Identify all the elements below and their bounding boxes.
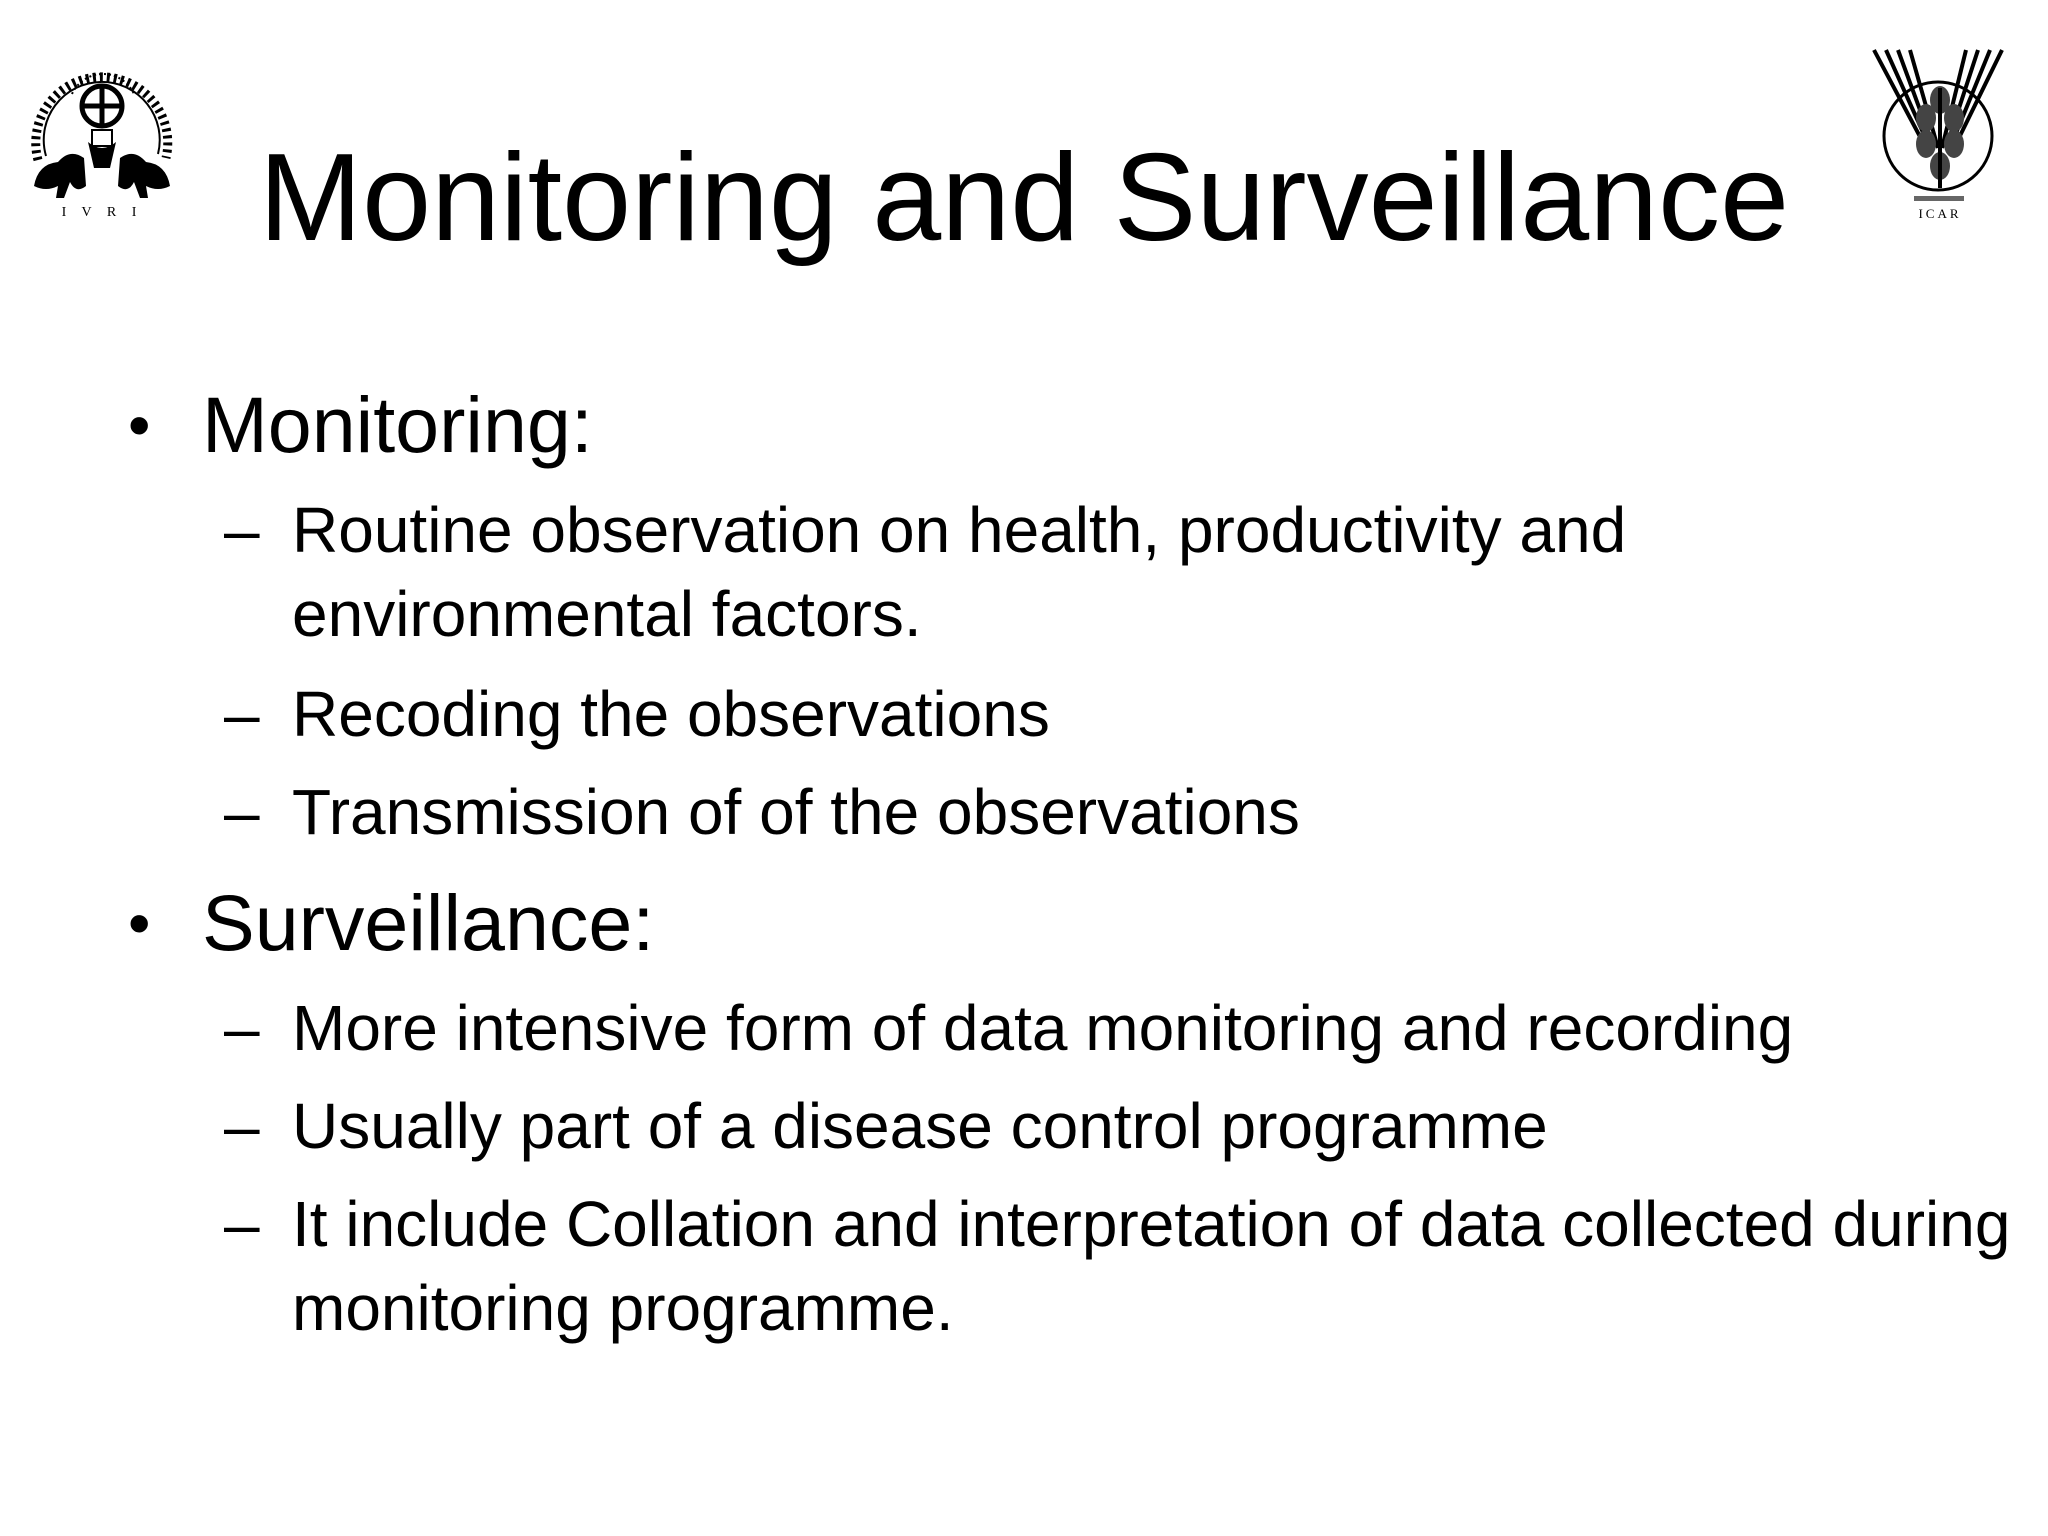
slide-title: Monitoring and Surveillance <box>258 129 1790 267</box>
list-item-text: It include Collation and interpretation of data collected during monitoring programme. <box>292 1188 2011 1344</box>
bullet-surveillance <box>0 878 2048 968</box>
list-item <box>0 1084 2048 1168</box>
icar-logo-text: ICAR <box>1918 206 1962 221</box>
dash-marker: – <box>224 992 260 1064</box>
bullet-monitoring <box>0 380 2048 470</box>
list-item-text: Routine observation on health, productivity and environmental factors. <box>292 494 1627 650</box>
bullet-marker: • <box>128 389 151 461</box>
list-item <box>0 488 2048 656</box>
list-item-text: More intensive form of data monitoring and recording <box>292 992 1794 1064</box>
list-item-text: Recoding the observations <box>292 678 1050 750</box>
list-item <box>0 770 2048 854</box>
ivri-logo-text: I V R I <box>61 205 143 220</box>
list-item <box>0 986 2048 1070</box>
bullet-heading: Surveillance: <box>202 878 655 967</box>
list-item <box>0 1182 2048 1350</box>
bullet-marker: • <box>128 887 151 959</box>
dash-marker: – <box>224 1090 260 1162</box>
list-item-text: Transmission of of the observations <box>292 776 1300 848</box>
list-item <box>0 672 2048 756</box>
dash-marker: – <box>224 678 260 750</box>
dash-marker: – <box>224 494 260 566</box>
dash-marker: – <box>224 1188 260 1260</box>
list-item-text: Usually part of a disease control programme <box>292 1090 1548 1162</box>
dash-marker: – <box>224 776 260 848</box>
bullet-heading: Monitoring: <box>202 380 593 469</box>
